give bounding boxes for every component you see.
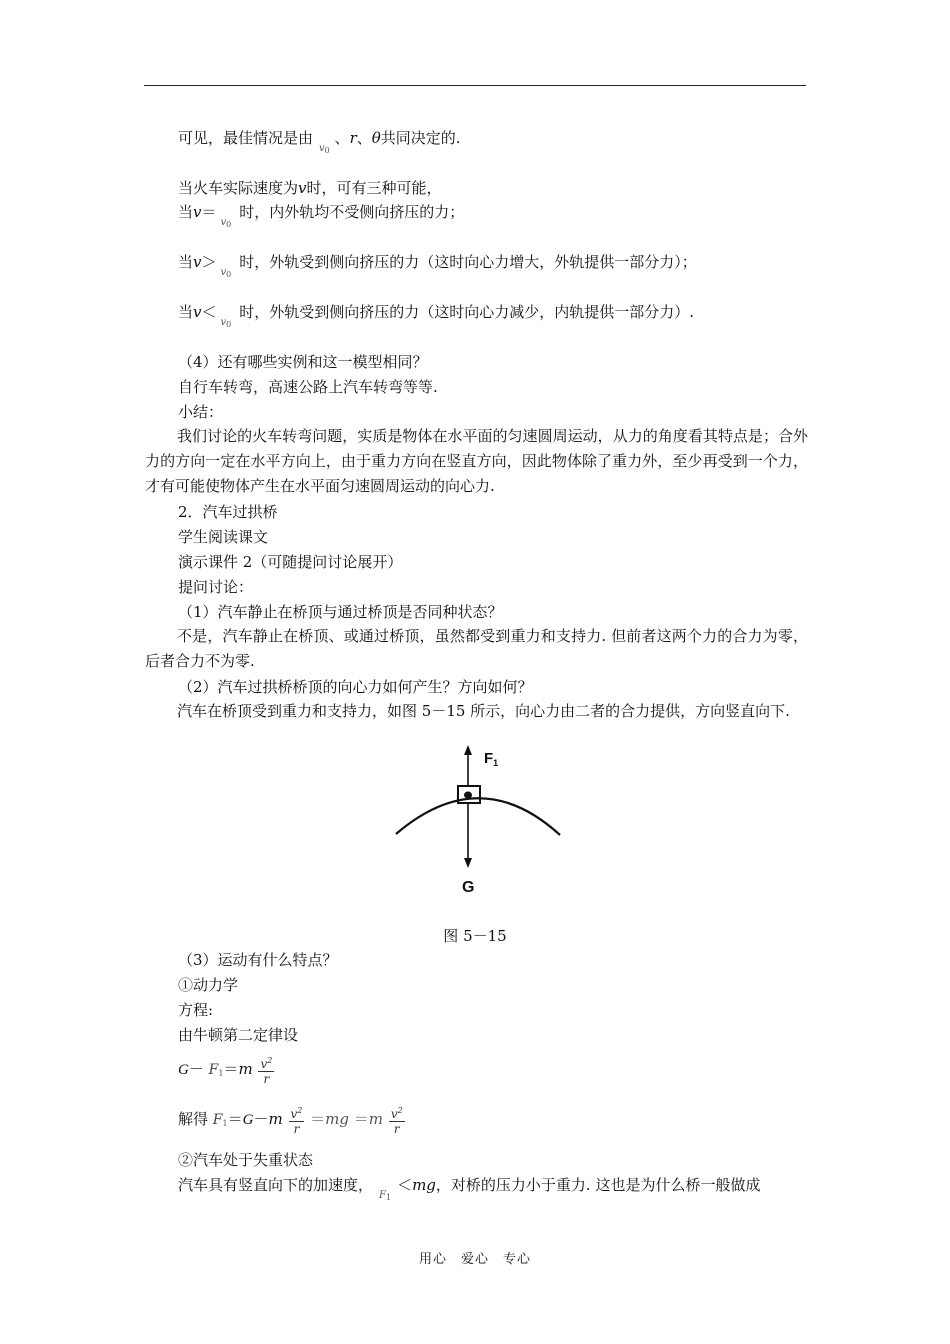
equation-label: 方程: <box>178 1001 214 1019</box>
demo-courseware: 演示课件 2（可随提问讨论展开） <box>178 553 403 571</box>
gravity-arrowhead <box>464 858 472 868</box>
equation-2: 解得 F1＝G－m $\frac{v^2}{r}$ ＝mg ＝m $\frac{v^2}{r}$ <box>178 1106 403 1136</box>
discussion-label: 提问讨论： <box>178 578 254 596</box>
fraction-v2-over-r: $\frac{v^2}{r}$ <box>260 1056 273 1086</box>
weightlessness-label: ②汽车处于失重状态 <box>178 1151 314 1169</box>
fraction-v2-over-r: $\frac{v^2}{r}$ <box>390 1106 403 1136</box>
paragraph-actual-speed: 当火车实际速度为v时，可有三种可能， <box>178 179 442 197</box>
v0-symbol: v0 <box>319 143 330 155</box>
answer-4: 自行车转弯，高速公路上汽车转弯等等. <box>178 378 438 396</box>
answer-2: 汽车在桥顶受到重力和支持力，如图 5－15 所示，向心力由二者的合力提供，方向竖直向下. <box>177 702 790 720</box>
summary-paragraph: 我们讨论的火车转弯问题，实质是物体在水平面的匀速圆周运动，从力的角度看其特点是；合外力的方向一定在水平方向上，由于重力方向在竖直方向，因此物体除了重力外，至少再受到一个力，才有可能使物体产生在水平面匀速圆周运动的向心力. <box>145 427 808 495</box>
case-greater: 当$v>_{v_0}$时，外轨受到侧向挤压的力（这时向心力增大，外轨提供一部分力）； <box>178 253 697 279</box>
support-force-arrowhead <box>464 745 472 755</box>
label-f1: $F_1$ <box>484 750 499 768</box>
case-equal: 当$v=_{v_0}$时，内外轨均不受侧向挤压的力； <box>178 203 465 229</box>
case-less: 当$v<_{v_0}$时，外轨受到侧向挤压的力（这时向心力减少，内轨提供一部分力）. <box>178 303 695 329</box>
question-3: （3）运动有什么特点？ <box>178 951 338 969</box>
question-4: （4）还有哪些实例和这一模型相同？ <box>178 353 428 371</box>
student-reading: 学生阅读课文 <box>178 528 269 546</box>
header-rule <box>144 85 806 86</box>
label-g: G <box>462 879 475 896</box>
fraction-v2-over-r: $\frac{v^2}{r}$ <box>290 1106 303 1136</box>
newton-law: 由牛顿第二定律设 <box>178 1026 299 1044</box>
question-1: （1）汽车静止在桥顶与通过桥顶是否同种状态？ <box>178 603 503 621</box>
equation-1: G－ F1＝m $\frac{v^2}{r}$ <box>178 1056 273 1086</box>
section-2-heading: 2．汽车过拱桥 <box>178 503 278 521</box>
question-2: （2）汽车过拱桥桥顶的向心力如何产生？方向如何？ <box>178 678 533 696</box>
last-paragraph: 汽车具有竖直向下的加速度，$_{F_1}$＜mg，对桥的压力小于重力. 这也是为什么桥一般做成 <box>178 1176 761 1202</box>
answer-1: 不是，汽车静止在桥顶、或通过桥顶，虽然都受到重力和支持力. 但前者这两个力的合力为零，后者合力不为零. <box>145 627 808 670</box>
dynamics-label: ①动力学 <box>178 976 239 994</box>
summary-label: 小结： <box>178 403 224 421</box>
paragraph-best-case: 可见，最佳情况是由$_{v_0}$ 、r、θ共同决定的. <box>178 129 461 155</box>
car-mass-dot <box>464 792 472 799</box>
figure-caption: 图 5－15 <box>443 927 507 945</box>
page-footer: 用心 爱心 专心 <box>418 1252 531 1267</box>
figure-5-15 <box>380 742 580 906</box>
bridge-force-diagram <box>380 742 580 902</box>
